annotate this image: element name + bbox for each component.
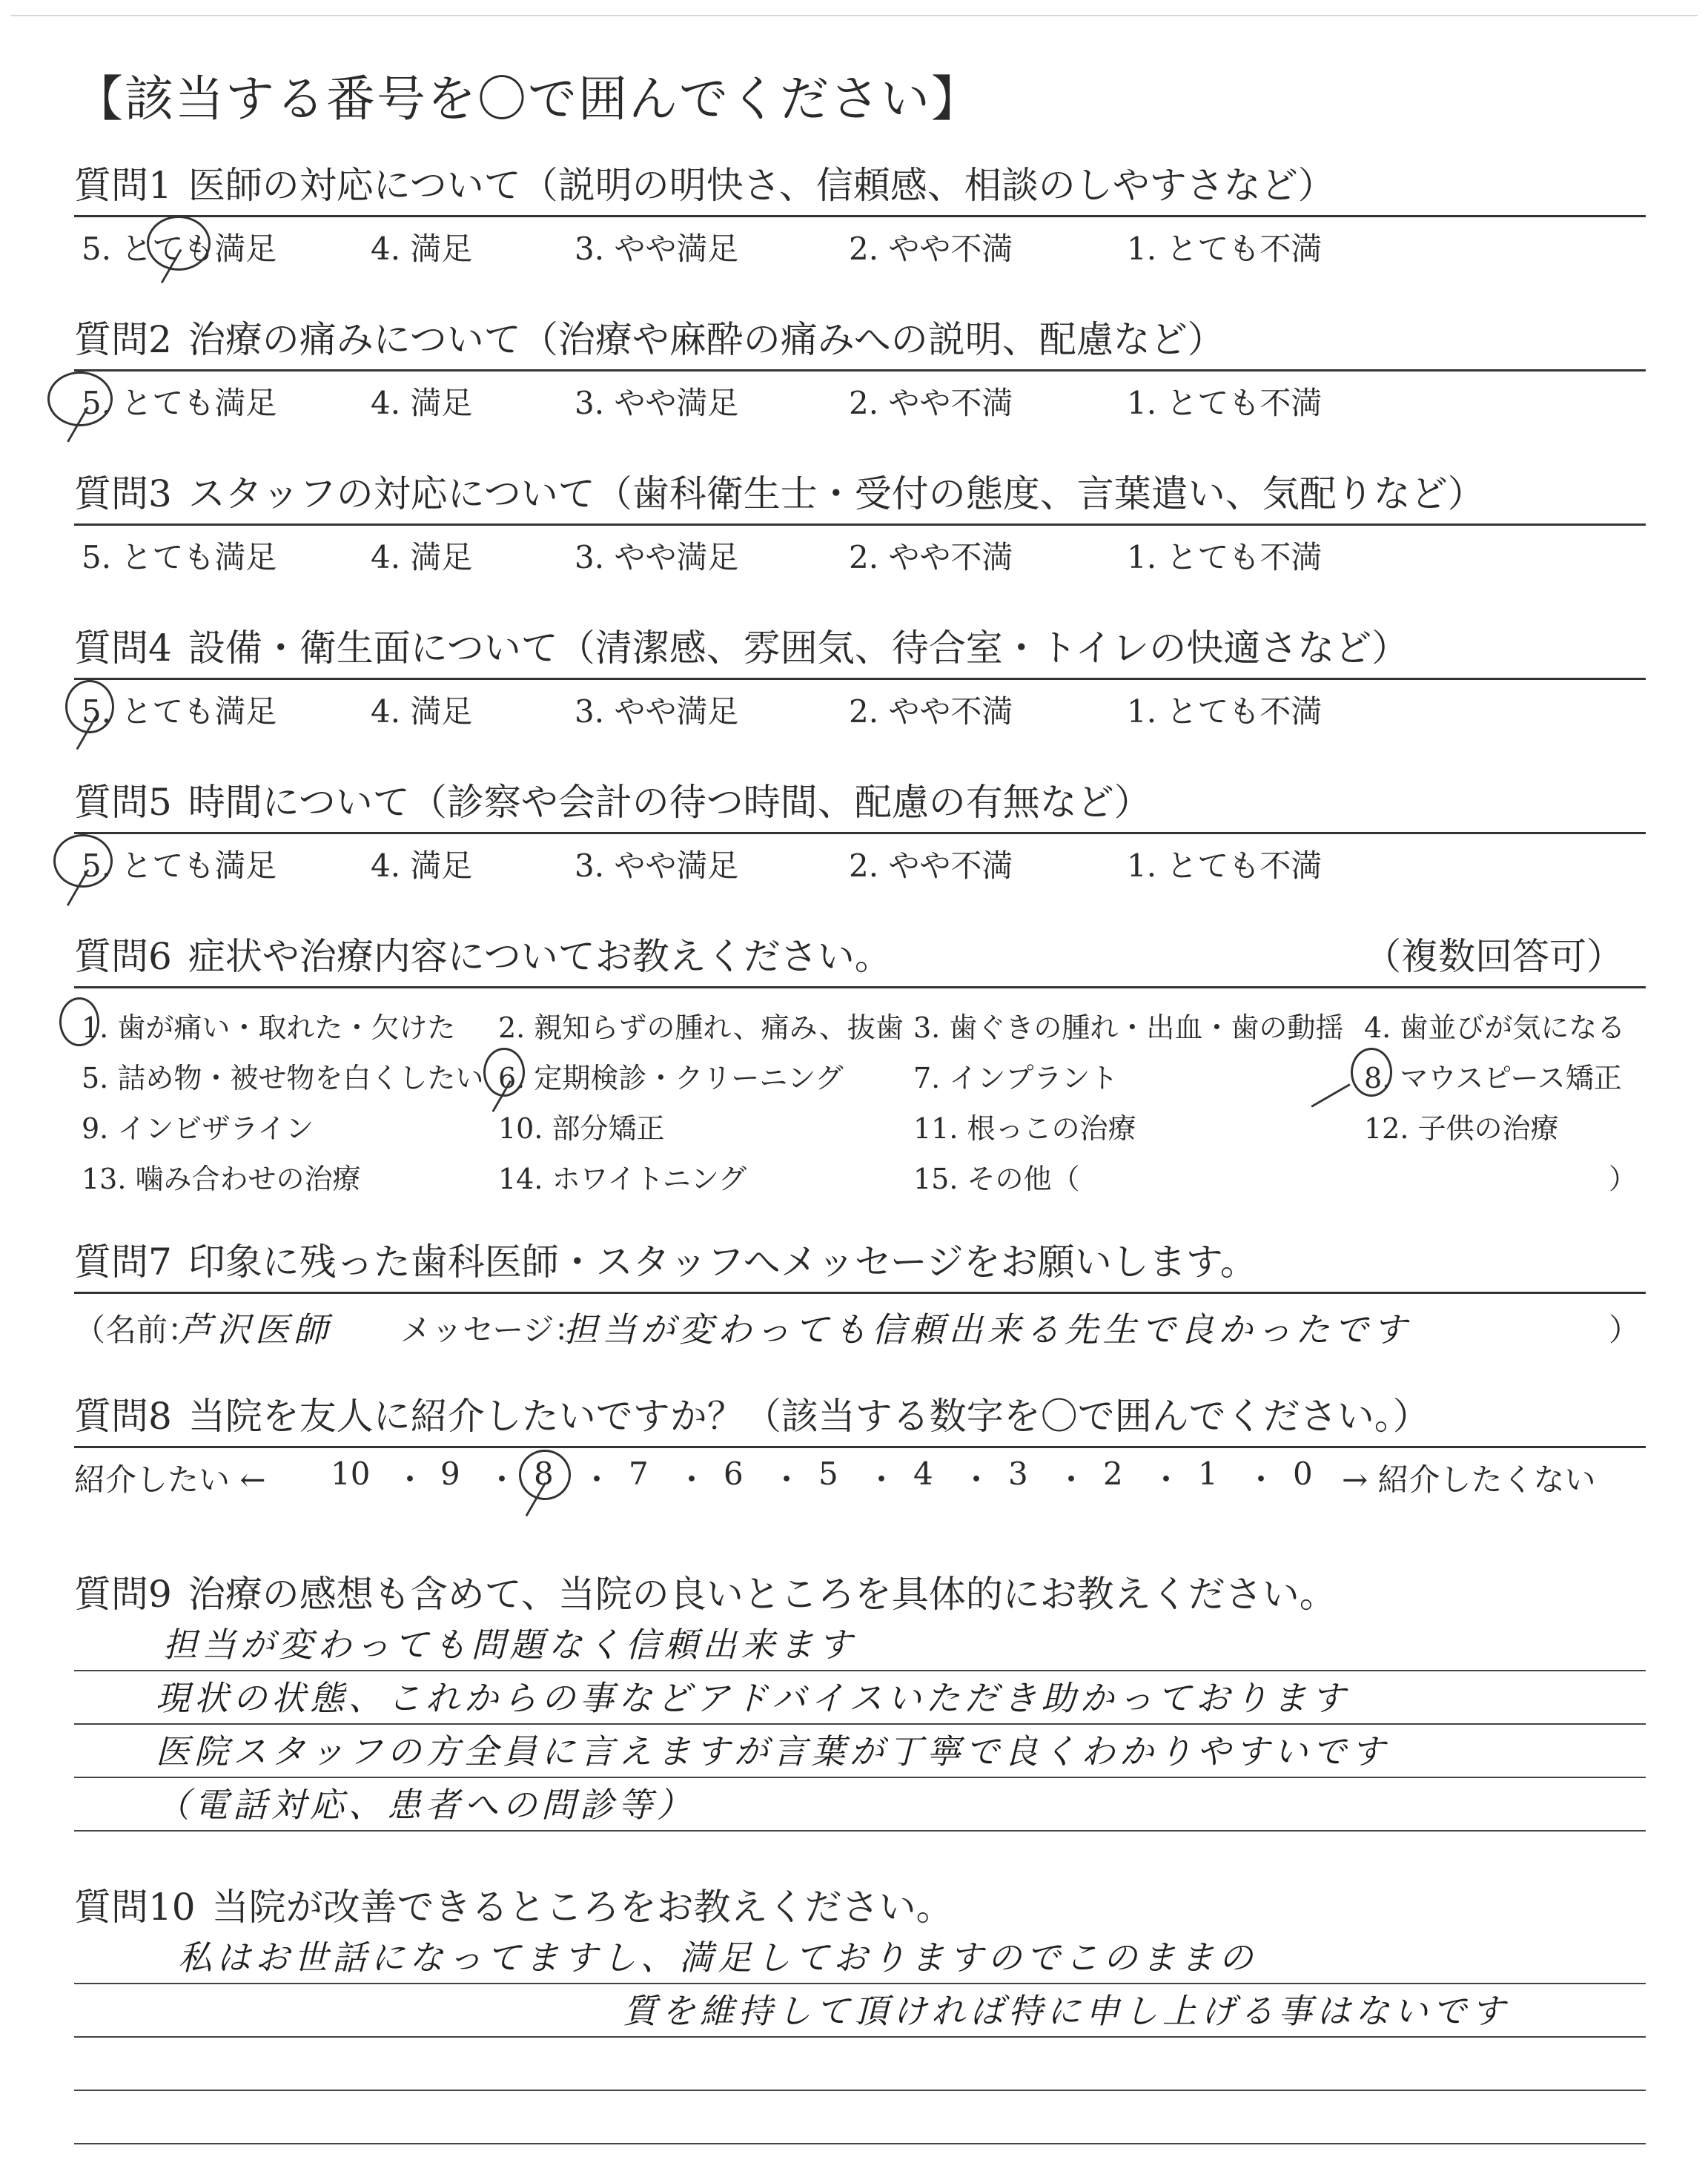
scale-5[interactable]: 5: [818, 1456, 838, 1492]
q6-option-11[interactable]: 11. 根っこの治療: [913, 1112, 1136, 1145]
question-3: [74, 470, 1646, 576]
question-9-heading: [74, 1571, 1646, 1618]
scale-4[interactable]: 4: [913, 1456, 933, 1492]
question-7-number: 質問7: [74, 1241, 172, 1284]
scale-sep: ・: [866, 1462, 898, 1498]
q6-item1-circle-mark: [59, 997, 99, 1046]
q6-option-8[interactable]: 8. マウスピース矯正: [1364, 1062, 1622, 1094]
q3-option-1[interactable]: 1. とても不満: [1127, 539, 1323, 575]
question-10-number: 質問10: [74, 1886, 196, 1929]
scale-8[interactable]: 8: [534, 1456, 554, 1492]
question-9-text: 治療の感想も含めて、当院の良いところを具体的にお教えください。: [188, 1573, 1337, 1616]
message-label: メッセージ：: [400, 1312, 586, 1348]
q5-option-4[interactable]: 4. 満足: [371, 848, 473, 884]
question-6-options: [74, 993, 1646, 1215]
question-1-rule: [74, 215, 1646, 217]
q6-option-12[interactable]: 12. 子供の治療: [1364, 1112, 1559, 1145]
scale-3[interactable]: 3: [1008, 1456, 1028, 1492]
scale-10[interactable]: 10: [331, 1456, 371, 1492]
question-6-heading: [74, 933, 1646, 980]
q1-option-4[interactable]: 4. 満足: [371, 231, 473, 267]
q5-option-1[interactable]: 1. とても不満: [1127, 848, 1323, 884]
question-5-number: 質問5: [74, 781, 172, 824]
question-5: [74, 779, 1646, 885]
question-3-options: [74, 533, 1646, 576]
question-6-number: 質問6: [74, 935, 172, 978]
question-4-options: [74, 687, 1646, 730]
question-4-number: 質問4: [74, 627, 172, 670]
question-2-text: 治療の痛みについて（治療や麻酔の痛みへの説明、配慮など）: [188, 318, 1225, 361]
q10-answer-line-1: 私はお世話になってますし、満足しておりますのでこのままの: [178, 1938, 1257, 1978]
q5-option-3[interactable]: 3. やや満足: [575, 848, 739, 884]
answer-line: [74, 1671, 1646, 1725]
q9-answer-line-3: 医院スタッフの方全員に言えますが言葉が丁寧で良くわかりやすいです: [156, 1731, 1389, 1771]
scale-0[interactable]: 0: [1293, 1456, 1313, 1492]
scale-sep: ・: [1056, 1462, 1088, 1498]
question-6-rule: [74, 986, 1646, 988]
answer-line: [74, 1931, 1646, 1984]
q2-option-1[interactable]: 1. とても不満: [1127, 385, 1323, 421]
q6-option-5[interactable]: 5. 詰め物・被せ物を白くしたい: [82, 1062, 484, 1094]
survey-title: 【該当する番号を〇で囲んでください】: [74, 70, 982, 128]
answer-line: [74, 1778, 1646, 1832]
recommend-right-label: → 紹介したくない: [1342, 1462, 1596, 1498]
q9-answer-line-2: 現状の状態、これからの事などアドバイスいただき助かっております: [156, 1678, 1350, 1718]
question-9-number: 質問9: [74, 1573, 172, 1616]
multiple-answers-note: （複数回答可）: [1364, 935, 1623, 978]
question-7: [74, 1238, 1646, 1356]
question-4-heading: [74, 624, 1646, 672]
question-2-heading: [74, 316, 1646, 363]
q9-answer-line-1: 担当が変わっても問題なく信頼出来ます: [163, 1625, 857, 1665]
q6-option-10[interactable]: 10. 部分矯正: [498, 1112, 665, 1145]
answer-line: [74, 1725, 1646, 1778]
question-3-number: 質問3: [74, 472, 172, 515]
recommend-left-label: 紹介したい ←: [74, 1462, 266, 1498]
question-5-heading: [74, 779, 1646, 826]
question-8-number: 質問8: [74, 1395, 172, 1438]
scale-sep: ・: [771, 1462, 803, 1498]
q4-option-3[interactable]: 3. やや満足: [575, 693, 739, 730]
question-2-options: [74, 379, 1646, 422]
q6-option-1[interactable]: 1. 歯が痛い・取れた・欠けた: [82, 1011, 456, 1044]
q1-option-2[interactable]: 2. やや不満: [849, 231, 1013, 267]
question-8-heading: [74, 1393, 1646, 1440]
question-2: [74, 316, 1646, 422]
q1-option-5[interactable]: 5. とても満足: [82, 231, 277, 267]
question-1-heading: [74, 162, 1646, 209]
doctor-name-handwritten[interactable]: 芦沢医師: [178, 1309, 332, 1350]
q4-option-4[interactable]: 4. 満足: [371, 693, 473, 730]
question-8: [74, 1393, 1646, 1503]
q9-answer-line-4: （電話対応、患者への問診等）: [156, 1785, 695, 1825]
q6-item8-circle-mark: [1351, 1048, 1392, 1097]
q3-option-3[interactable]: 3. やや満足: [575, 539, 739, 575]
top-divider: [10, 15, 1698, 16]
q3-option-5[interactable]: 5. とても満足: [82, 539, 277, 575]
q1-option-3[interactable]: 3. やや満足: [575, 231, 739, 267]
question-4-text: 設備・衛生面について（清潔感、雰囲気、待合室・トイレの快適さなど）: [188, 627, 1409, 670]
question-1-text: 医師の対応について（説明の明快さ、信頼感、相談のしやすさなど）: [188, 164, 1335, 207]
q4-option-1[interactable]: 1. とても不満: [1127, 693, 1323, 730]
question-5-options: [74, 842, 1646, 885]
scale-sep: ・: [581, 1462, 613, 1498]
scale-6[interactable]: 6: [724, 1456, 744, 1492]
question-10: [74, 1883, 1646, 2144]
question-5-rule: [74, 832, 1646, 834]
q6-option-14[interactable]: 14. ホワイトニング: [498, 1163, 747, 1195]
question-2-number: 質問2: [74, 318, 172, 361]
q6-option-2[interactable]: 2. 親知らずの腫れ、痛み、抜歯: [498, 1011, 904, 1044]
q3-option-2[interactable]: 2. やや不満: [849, 539, 1013, 575]
question-3-rule: [74, 524, 1646, 526]
scale-9[interactable]: 9: [440, 1456, 460, 1492]
question-10-text: 当院が改善できるところをお教えください。: [211, 1886, 953, 1929]
q2-option-3[interactable]: 3. やや満足: [575, 385, 739, 421]
question-3-heading: [74, 470, 1646, 518]
scale-sep: ・: [394, 1462, 426, 1498]
question-10-answer-area[interactable]: [74, 1931, 1646, 2144]
q6-option-4[interactable]: 4. 歯並びが気になる: [1364, 1011, 1626, 1044]
question-6: [74, 933, 1646, 1215]
question-5-text: 時間について（診察や会計の待つ時間、配慮の有無など）: [188, 781, 1151, 824]
scale-2[interactable]: 2: [1103, 1456, 1123, 1492]
question-7-rule: [74, 1292, 1646, 1294]
scale-sep: ・: [1151, 1462, 1182, 1498]
question-4: [74, 624, 1646, 730]
question-10-heading: [74, 1883, 1646, 1931]
q6-item8-circle-tail: [1311, 1083, 1358, 1122]
q2-option-5[interactable]: 5. とても満足: [82, 385, 277, 421]
scale-1[interactable]: 1: [1198, 1456, 1218, 1492]
q6-option-7[interactable]: 7. インプラント: [913, 1062, 1119, 1094]
answer-line: [74, 1618, 1646, 1671]
question-6-text: 症状や治療内容についてお教えください。: [188, 935, 892, 978]
q1-option-1[interactable]: 1. とても不満: [1127, 231, 1323, 267]
question-9-answer-area[interactable]: [74, 1618, 1646, 1832]
question-2-rule: [74, 369, 1646, 371]
q5-option-2[interactable]: 2. やや不満: [849, 848, 1013, 884]
q4-option-2[interactable]: 2. やや不満: [849, 693, 1013, 730]
question-8-rule: [74, 1446, 1646, 1448]
question-8-text: 当院を友人に紹介したいですか？（該当する数字を〇で囲んでください。）: [188, 1395, 1430, 1438]
q6-option-6[interactable]: 6. 定期検診・クリーニング: [498, 1062, 844, 1094]
answer-line: [74, 1984, 1646, 2038]
q6-other-close-paren: ）: [1609, 1163, 1638, 1195]
q6-option-13[interactable]: 13. 噛み合わせの治療: [82, 1163, 361, 1195]
question-1-options: [74, 225, 1646, 268]
question-7-heading: [74, 1238, 1646, 1286]
answer-line: [74, 2091, 1646, 2144]
question-1: [74, 162, 1646, 268]
answer-line: [74, 2038, 1646, 2091]
question-1-number: 質問1: [74, 164, 172, 207]
question-7-text: 印象に残った歯科医師・スタッフへメッセージをお願いします。: [188, 1241, 1257, 1284]
q3-option-4[interactable]: 4. 満足: [371, 539, 473, 575]
message-close-paren: ）: [1609, 1312, 1641, 1348]
question-3-text: スタッフの対応について（歯科衛生士・受付の態度、言葉遣い、気配りなど）: [188, 472, 1485, 515]
q4-option-5[interactable]: 5. とても満足: [82, 693, 277, 730]
q6-option-3[interactable]: 3. 歯ぐきの腫れ・出血・歯の動揺: [913, 1011, 1344, 1044]
name-label: （名前：: [74, 1312, 199, 1348]
scale-sep: ・: [486, 1462, 518, 1498]
q5-option-5[interactable]: 5. とても満足: [82, 848, 277, 884]
q6-option-9[interactable]: 9. インビザライン: [82, 1112, 314, 1145]
question-7-message-row: [74, 1303, 1646, 1356]
question-9: [74, 1571, 1646, 1832]
q10-answer-line-2: 質を維持して頂ければ特に申し上げる事はないです: [623, 1991, 1509, 2031]
recommend-scale: [74, 1456, 1646, 1503]
scale-7[interactable]: 7: [629, 1456, 649, 1492]
scale-sep: ・: [676, 1462, 708, 1498]
message-handwritten[interactable]: 担当が変わっても信頼出来る先生で良かったです: [563, 1309, 1411, 1350]
q2-option-2[interactable]: 2. やや不満: [849, 385, 1013, 421]
scale-sep: ・: [1245, 1462, 1277, 1498]
scale-sep: ・: [961, 1462, 993, 1498]
q6-option-15[interactable]: 15. その他（: [913, 1163, 1080, 1195]
q2-option-4[interactable]: 4. 満足: [371, 385, 473, 421]
question-4-rule: [74, 678, 1646, 680]
